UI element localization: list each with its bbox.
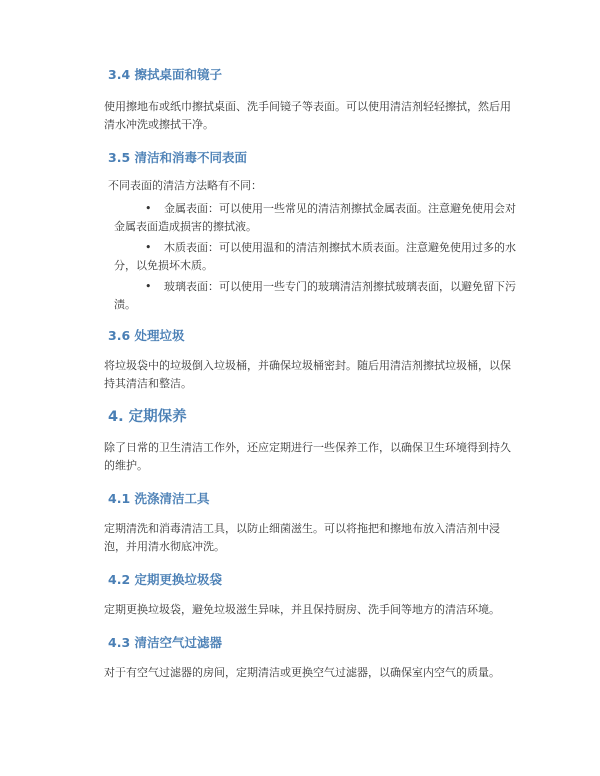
section-body-3-4: 使用擦地布或纸巾擦拭桌面、洗手间镜子等表面。可以使用清洁剂轻轻擦拭，然后用清水冲洗或擦拭干净。 (104, 100, 511, 131)
section-heading-3-6: 3.6 处理垃圾 (108, 328, 185, 343)
bullet-dot: • (145, 202, 152, 215)
bullet-text-wood: 木质表面：可以使用温和的清洁剂擦拭木质表面。注意避免使用过多的水分，以免损坏木质。 (114, 241, 516, 272)
bullet-dot: • (145, 241, 152, 254)
bullet-text-glass: 玻璃表面：可以使用一些专门的玻璃清洁剂擦拭玻璃表面，以避免留下污渍。 (114, 280, 516, 311)
section-body-4-3: 对于有空气过滤器的房间，定期清洁或更换空气过滤器，以确保室内空气的质量。 (104, 666, 500, 679)
section-body-3-6: 将垃圾袋中的垃圾倒入垃圾桶，并确保垃圾桶密封。随后用清洁剂擦拭垃圾桶，以保持其清洁和整洁。 (104, 359, 511, 390)
section-heading-3-5: 3.5 清洁和消毒不同表面 (108, 150, 247, 165)
document-content (104, 66, 518, 682)
section-body-4-2: 定期更换垃圾袋，避免垃圾滋生异味，并且保持厨房、洗手间等地方的清洁环境。 (104, 603, 500, 616)
bullet-item-wood (108, 239, 518, 275)
section-heading-4-1: 4.1 洗涤清洁工具 (108, 491, 210, 506)
surface-bullet-list (108, 200, 518, 314)
section-heading-4: 4. 定期保养 (108, 409, 187, 425)
section-heading-4-2: 4.2 定期更换垃圾袋 (108, 572, 222, 587)
bullet-text-metal: 金属表面：可以使用一些常见的清洁剂擦拭金属表面。注意避免使用会对金属表面造成损害的擦拭液。 (114, 202, 516, 233)
section-body-4: 除了日常的卫生清洁工作外，还应定期进行一些保养工作，以确保卫生环境得到持久的维护。 (104, 441, 511, 472)
bullet-dot: • (145, 280, 152, 293)
section-body-4-1: 定期清洗和消毒清洁工具，以防止细菌滋生。可以将拖把和擦地布放入清洁剂中浸泡，并用清水彻底冲洗。 (104, 522, 500, 553)
bullet-item-metal (108, 200, 518, 236)
section-intro-3-5: 不同表面的清洁方法略有不同： (108, 179, 262, 192)
section-heading-3-4: 3.4 擦拭桌面和镜子 (108, 67, 222, 82)
section-heading-4-3: 4.3 清洁空气过滤器 (108, 635, 222, 650)
bullet-item-glass (108, 278, 518, 314)
